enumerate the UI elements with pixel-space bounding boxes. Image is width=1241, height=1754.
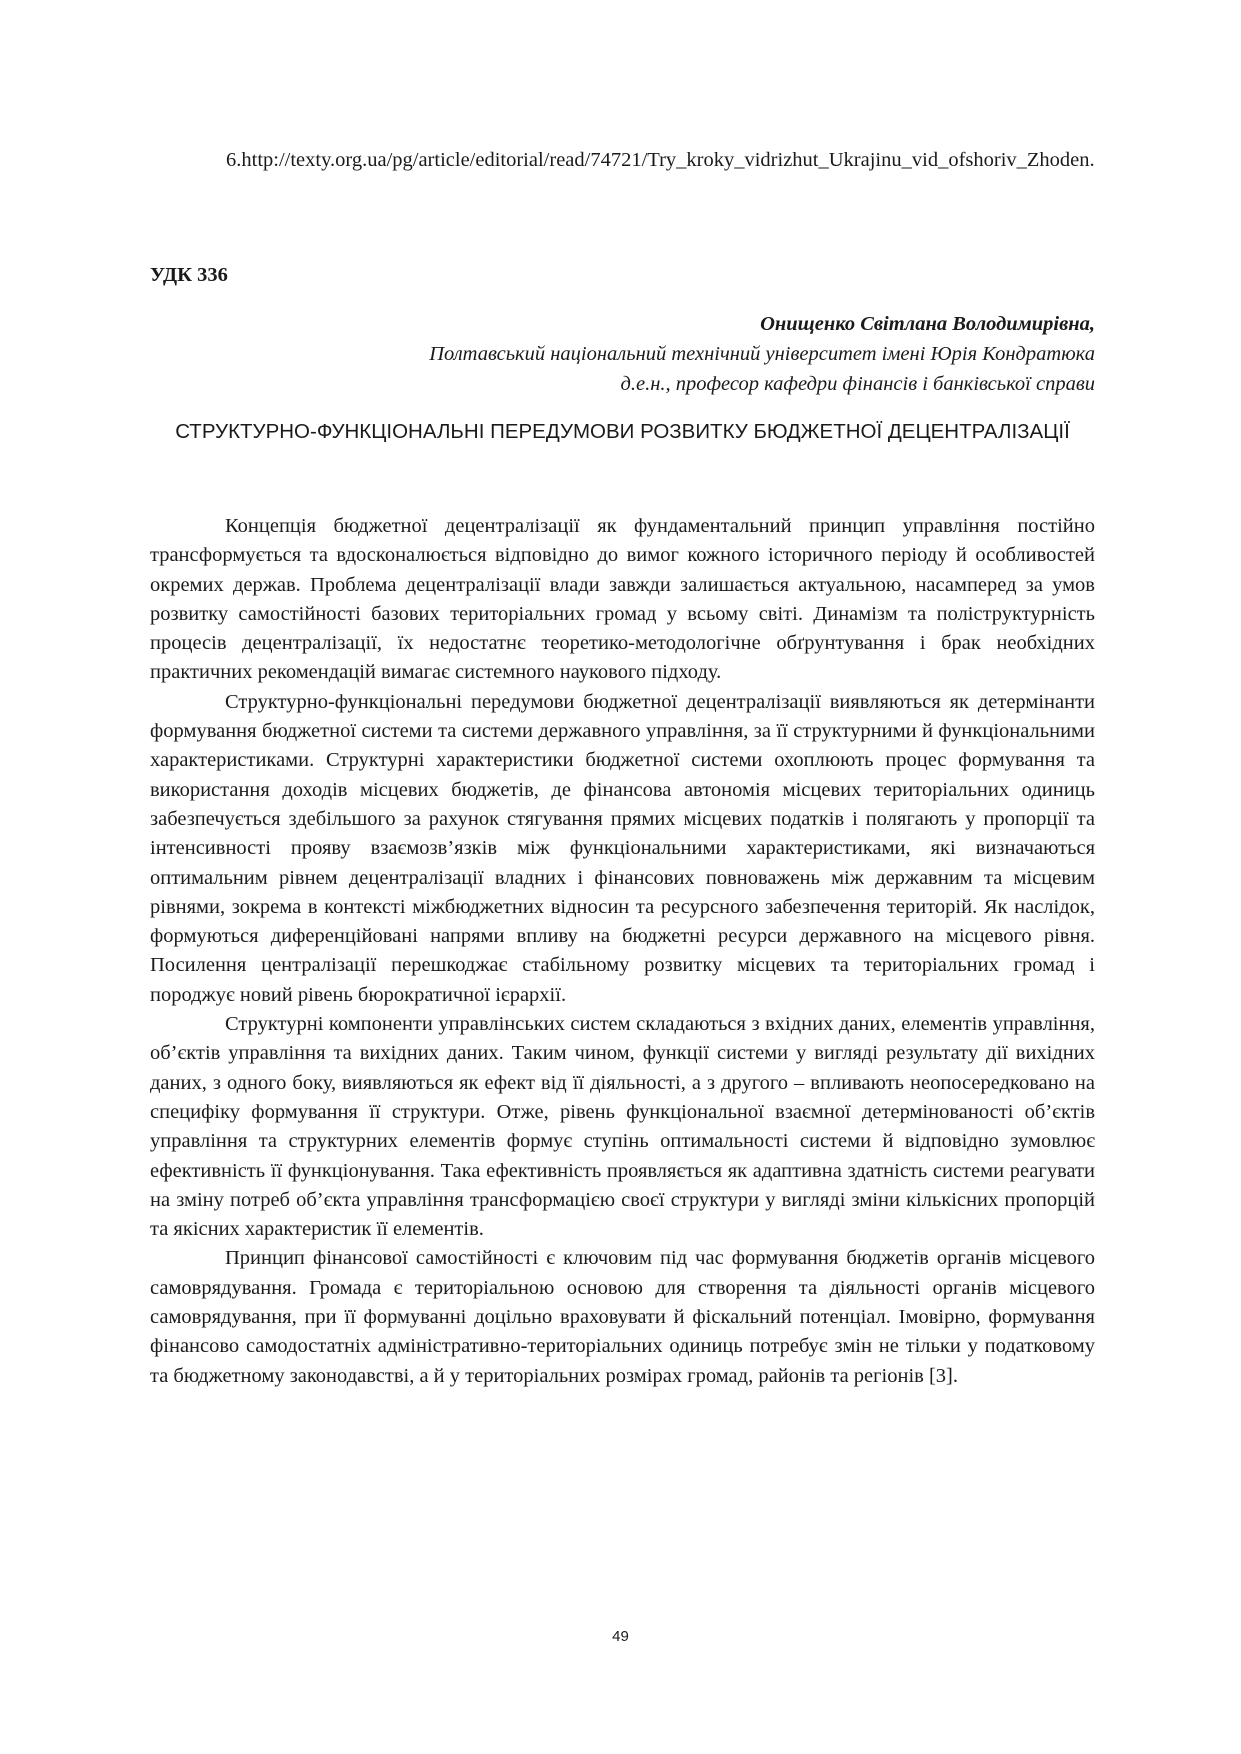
body-paragraph: Структурно-функціональні передумови бюджетної децентралізації виявляються як детермінанти формування бюджетної системи та системи державного управління, за її структурними й функціональними характеристиками. Структурні характеристики бюджетної системи охоплюють процес формування та використання доходів місцевих бюджетів, де фінансова автономія місцевих територіальних одиниць забезпечується здебільшого за рахунок стягування прямих місцевих податків і полягають у пропорції та інтенсивності прояву взаємозв’язків між функціональними характеристиками, які визначаються оптимальним рівнем децентралізації владних і фінансових повноважень між державним та місцевим рівнями, зокрема в контексті міжбюджетних відносин та ресурсного забезпечення територій. Як наслідок, формуються диференційовані напрями впливу на бюджетні ресурси державного на місцевого рівня. Посилення централізації перешкоджає стабільному розвитку місцевих та територіальних громад і породжує новий рівень бюрократичної ієрархії. <box>150 690 1095 1006</box>
page-number: 49 <box>612 1628 629 1645</box>
udk-code: УДК 336 <box>150 264 228 286</box>
body-paragraph: Принцип фінансової самостійності є ключовим під час формування бюджетів органів місцевого самоврядування. Громада є територіальною основою для створення та діяльності органів місцевого самоврядування, при її формуванні доцільно враховувати й фіскальний потенціал. Імовірно, формування фінансово самодостатніх адміністративно-територіальних одиниць потребує змін не тільки у податковому та бюджетному законодавстві, а й у територіальних розмірах громад, районів та регіонів [3]. <box>150 1247 1095 1387</box>
article-title: СТРУКТУРНО-ФУНКЦІОНАЛЬНІ ПЕРЕДУМОВИ РОЗВИТКУ БЮДЖЕТНОЇ ДЕЦЕНТРАЛІЗАЦІЇ <box>175 420 1070 443</box>
author-name: Онищенко Світлана Володимирівна, <box>760 313 1095 335</box>
body-paragraph: Концепція бюджетної децентралізації як фундаментальний принцип управління постійно трансформується та вдосконалюється відповідно до вимог кожного історичного періоду й особливостей окремих держав. Проблема децентралізації влади завжди залишається актуальною, насамперед за умов розвитку самостійності базових територіальних громад у всьому світі. Динамізм та поліструктурність процесів децентралізації, їх недостатнє теоретико-методологічне обґрунтування і брак необхідних практичних рекомендацій вимагає системного наукового підходу. <box>150 515 1095 684</box>
reference-entry: 6.http://texty.org.ua/pg/article/editorial/read/74721/Try_kroky_vidrizhut_Ukrajinu_vid_ofshoriv_Zhoden. <box>226 149 1095 171</box>
article-body <box>150 512 1095 1391</box>
author-block <box>429 309 1095 399</box>
author-affiliation-university: Полтавський національний технічний університет імені Юрія Кондратюка <box>429 343 1095 365</box>
body-paragraph: Структурні компоненти управлінських систем складаються з вхідних даних, елементів управління, об’єктів управління та вихідних даних. Таким чином, функції системи у вигляді результату дії вихідних даних, з одного боку, виявляються як ефект від її діяльності, а з другого – впливають неопосередковано на специфіку формування її структури. Отже, рівень функціональної взаємної детермінованості об’єктів управління та структурних елементів формує ступінь оптимальності системи й відповідно зумовлює ефективність її функціонування. Така ефективність проявляється як адаптивна здатність системи реагувати на зміну потреб об’єкта управління трансформацією своєї структури у вигляді зміни кількісних пропорцій та якісних характеристик її елементів. <box>150 1013 1095 1241</box>
author-affiliation-position: д.е.н., професор кафедри фінансів і банківської справи <box>620 373 1095 395</box>
